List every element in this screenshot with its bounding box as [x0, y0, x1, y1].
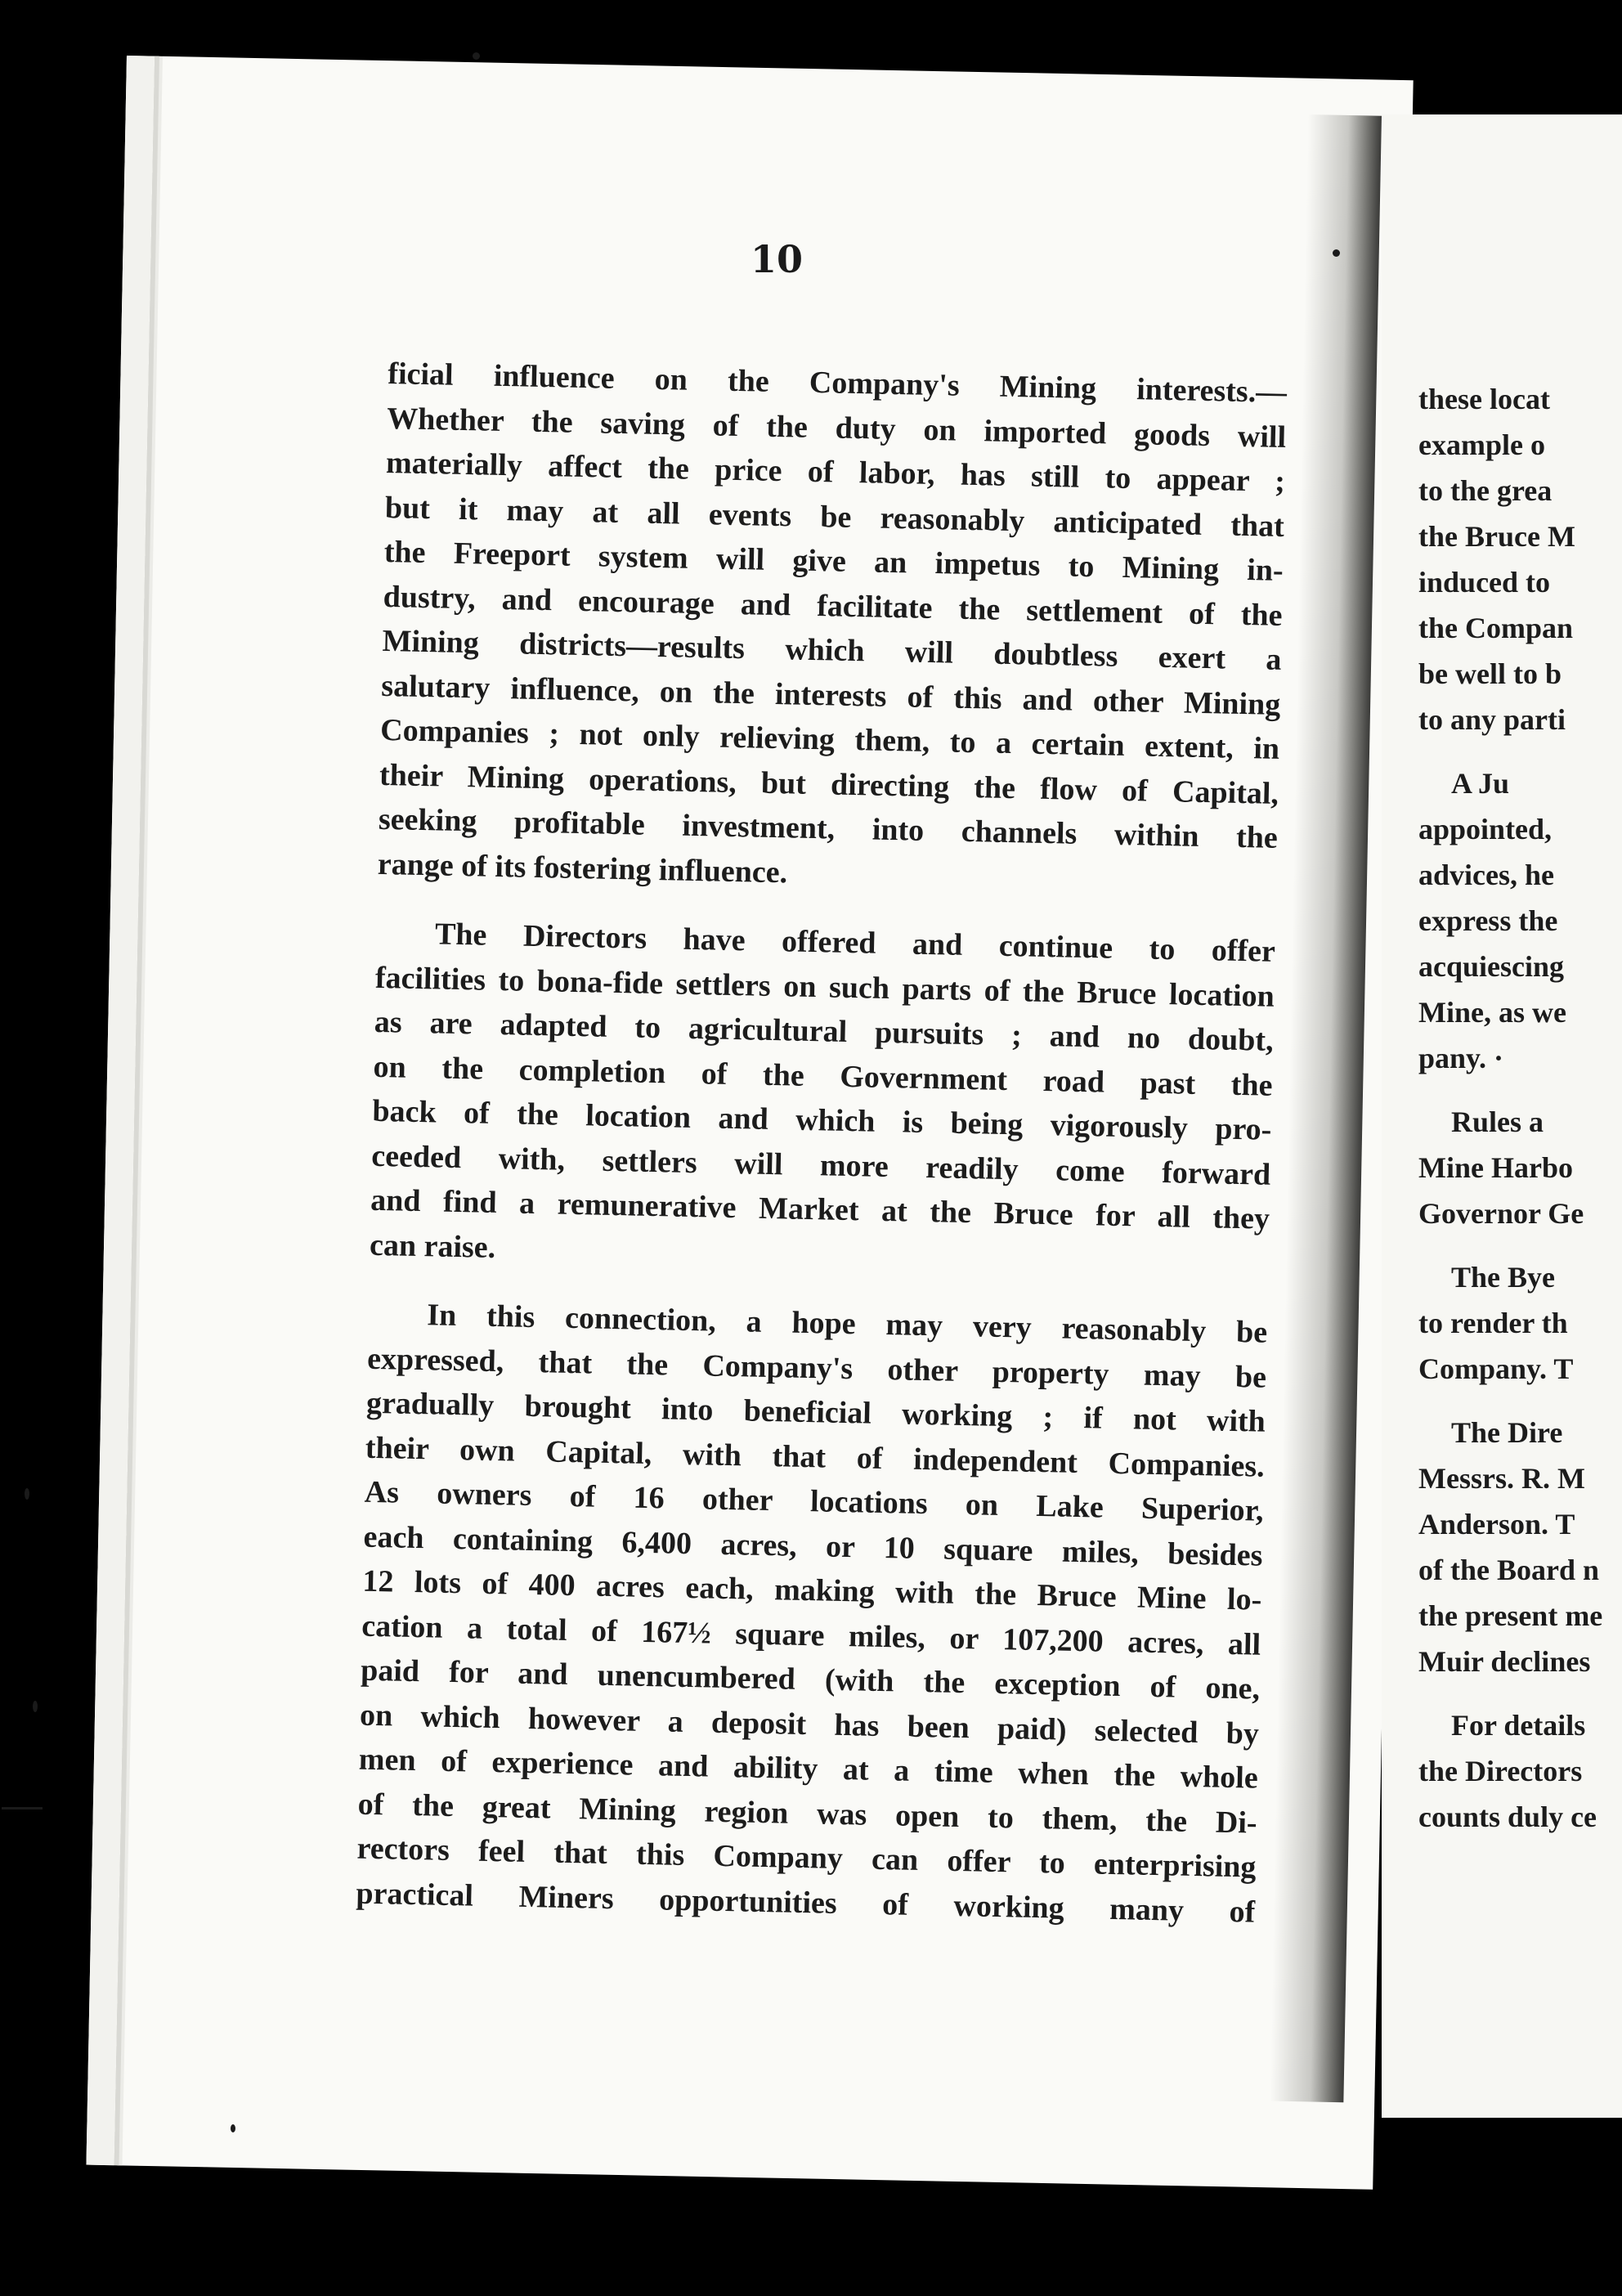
- text-line: facilities to bona-fide settlers on such parts of the Bruce location: [374, 960, 1275, 1014]
- page-number: 10: [750, 237, 803, 281]
- text-line: as are adapted to agricultural pursuits ; and no doubt,: [374, 1004, 1275, 1058]
- text-line: paid for and unencumbered (with the exception of one,: [360, 1652, 1261, 1706]
- text-line: on which however a deposit has been paid) selected by: [359, 1697, 1260, 1751]
- facing-line: For details: [1451, 1709, 1586, 1742]
- text-line: range of its fostering influence.: [377, 846, 788, 890]
- facing-line: be well to b: [1418, 657, 1562, 690]
- facing-line: acquiescing: [1418, 950, 1565, 983]
- text-line: salutary influence, on the interests of this and other Mining: [381, 668, 1281, 722]
- text-line: and find a remunerative Market at the Bruce for all they: [370, 1182, 1270, 1236]
- facing-line: the Directors: [1418, 1755, 1583, 1787]
- text-line: the Freeport system will give an impetus to Mining in-: [383, 534, 1284, 588]
- facing-line: to the grea: [1418, 474, 1553, 507]
- facing-line: these locat: [1418, 383, 1550, 415]
- text-line: their own Capital, with that of independent Companies.: [365, 1430, 1266, 1484]
- facing-line: A Ju: [1451, 767, 1510, 800]
- facing-line: appointed,: [1418, 813, 1553, 845]
- dust-speck: [473, 52, 480, 60]
- facing-line: to render th: [1418, 1307, 1568, 1339]
- text-line: men of experience and ability at a time when the whole: [358, 1742, 1259, 1796]
- text-line: but it may at all events be reasonably anticipated that: [384, 490, 1285, 544]
- paragraph-3: [356, 1292, 1268, 1935]
- text-line: gradually brought into beneficial working ; if not with: [365, 1385, 1266, 1439]
- text-line: back of the location and which is being vigorously pro-: [372, 1093, 1272, 1147]
- dust-speck: [2, 1807, 43, 1809]
- facing-line: the Compan: [1418, 612, 1574, 644]
- text-line: ficial influence on the Company's Mining interests.—: [387, 356, 1288, 410]
- paragraph-1: [377, 352, 1287, 905]
- text-line: rectors feel that this Company can offer to enterprising: [356, 1831, 1257, 1885]
- text-line: seeking profitable investment, into channels within the: [378, 801, 1279, 855]
- text-line: In this connection, a hope may very reasonably be: [426, 1298, 1268, 1350]
- facing-line: express the: [1418, 904, 1558, 937]
- facing-line: Anderson. T: [1418, 1508, 1575, 1540]
- body-text: [355, 352, 1287, 1959]
- dust-speck: [1333, 249, 1340, 257]
- facing-line: to any parti: [1418, 703, 1566, 736]
- text-line: dustry, and encourage and facilitate the settlement of the: [383, 579, 1283, 633]
- facing-line: The Bye: [1451, 1261, 1556, 1294]
- facing-line: Mine Harbo: [1418, 1151, 1573, 1184]
- text-line: Mining districts—results which will doubtless exert a: [382, 623, 1282, 677]
- facing-line: Messrs. R. M: [1418, 1462, 1585, 1495]
- text-line: As owners of 16 other locations on Lake Superior,: [364, 1474, 1264, 1528]
- facing-line: Mine, as we: [1418, 996, 1566, 1029]
- text-line: Whether the saving of the duty on imported goods will: [386, 401, 1287, 455]
- dust-speck: [33, 1701, 38, 1712]
- dust-speck: [231, 2124, 235, 2132]
- facing-line: the present me: [1418, 1599, 1603, 1632]
- facing-line: The Dire: [1451, 1416, 1563, 1449]
- text-line: materially affect the price of labor, has still to appear ;: [385, 445, 1286, 500]
- facing-line: Governor Ge: [1418, 1197, 1584, 1230]
- text-line: ceeded with, settlers will more readily come forward: [370, 1138, 1271, 1192]
- facing-line: Muir declines: [1418, 1645, 1591, 1678]
- text-line: of the great Mining region was open to them, the Di-: [357, 1787, 1257, 1841]
- text-line: The Directors have offered and continue to offer: [434, 917, 1276, 969]
- text-line: on the completion of the Government road past the: [373, 1049, 1273, 1103]
- dust-speck: [25, 1488, 29, 1500]
- facing-line: example o: [1418, 428, 1545, 461]
- facing-line: the Bruce M: [1418, 520, 1575, 553]
- paragraph-2: [370, 911, 1276, 1286]
- facing-line: pany. ·: [1418, 1042, 1504, 1074]
- text-line: expressed, that the Company's other property may be: [366, 1341, 1267, 1395]
- facing-line: advices, he: [1418, 859, 1554, 891]
- facing-line: induced to: [1418, 566, 1551, 599]
- facing-line: Company. T: [1418, 1352, 1574, 1385]
- text-line: each containing 6,400 acres, or 10 square miles, besides: [363, 1519, 1263, 1573]
- text-line: their Mining operations, but directing the flow of Capital,: [379, 757, 1279, 811]
- text-line: can raise.: [369, 1227, 496, 1265]
- text-line: 12 lots of 400 acres each, making with the Bruce Mine lo-: [362, 1563, 1262, 1617]
- text-line: cation a total of 167½ square miles, or 107,200 acres, all: [361, 1608, 1261, 1662]
- facing-page-text: [1418, 376, 1622, 1840]
- facing-line: counts duly ce: [1418, 1800, 1597, 1833]
- facing-line: Rules a: [1451, 1105, 1544, 1138]
- text-line: Companies ; not only relieving them, to a certain extent, in: [379, 712, 1280, 766]
- text-line: practical Miners opportunities of working many of: [356, 1876, 1256, 1930]
- facing-line: of the Board n: [1418, 1554, 1600, 1586]
